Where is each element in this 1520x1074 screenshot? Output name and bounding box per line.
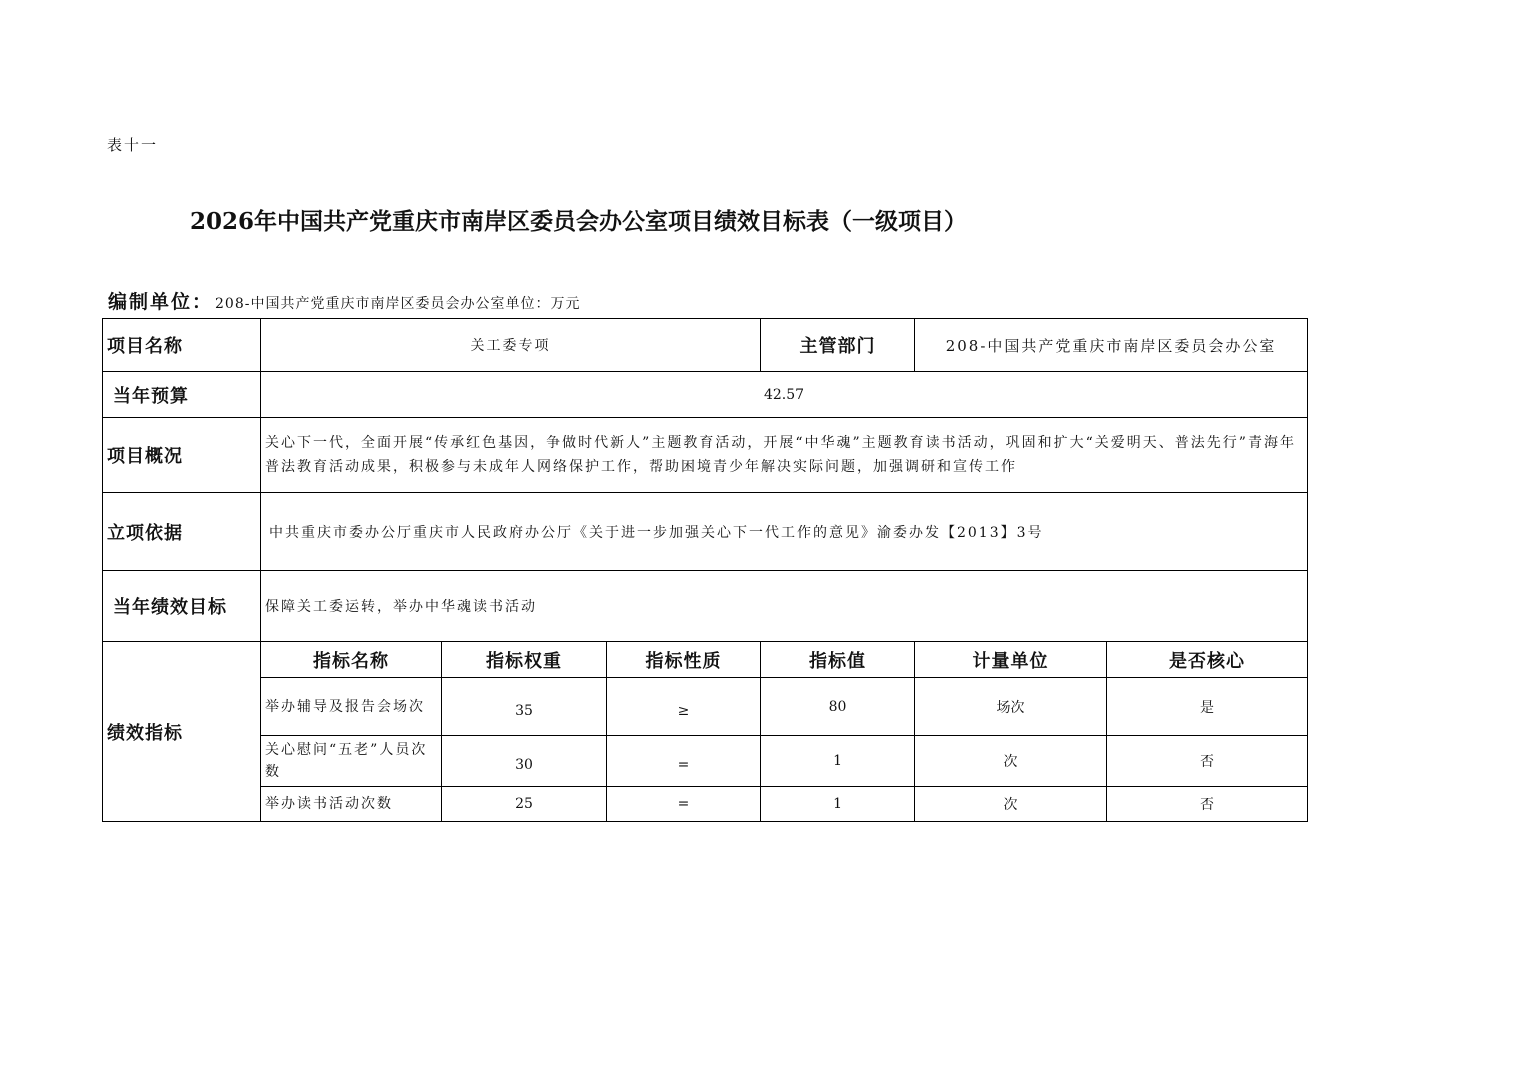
indicator-row <box>103 678 1308 736</box>
compiler-value: 208-中国共产党重庆市南岸区委员会办公室 <box>215 296 506 312</box>
indicator-row <box>103 787 1308 822</box>
indicator-value: 80 <box>761 678 915 736</box>
header-indicator-nature: 指标性质 <box>607 642 761 678</box>
basis-row <box>103 493 1308 571</box>
basis-text: 中共重庆市委办公厅重庆市人民政府办公厅《关于进一步加强关心下一代工作的意见》渝委办发【2013】3号 <box>261 493 1308 571</box>
project-name-row <box>103 319 1308 372</box>
indicator-unit: 次 <box>915 736 1107 787</box>
budget-row <box>103 372 1308 418</box>
basis-label: 立项依据 <box>103 493 261 571</box>
overview-row <box>103 418 1308 493</box>
indicator-row <box>103 736 1308 787</box>
indicator-core: 是 <box>1107 678 1308 736</box>
dept-label: 主管部门 <box>761 319 915 372</box>
header-indicator-value: 指标值 <box>761 642 915 678</box>
unit-text: 单位：万元 <box>505 296 581 312</box>
document-title: 2026年中国共产党重庆市南岸区委员会办公室项目绩效目标表（一级项目） <box>190 208 968 235</box>
compiler-line <box>108 287 580 314</box>
indicators-label: 绩效指标 <box>103 642 261 822</box>
indicator-value: 1 <box>761 736 915 787</box>
indicator-weight: 25 <box>442 787 607 822</box>
header-is-core: 是否核心 <box>1107 642 1308 678</box>
indicator-unit: 场次 <box>915 678 1107 736</box>
indicator-name: 举办读书活动次数 <box>261 787 442 822</box>
dept-value: 208-中国共产党重庆市南岸区委员会办公室 <box>915 319 1308 372</box>
indicator-core: 否 <box>1107 787 1308 822</box>
compiler-label: 编制单位： <box>108 291 214 313</box>
project-name-label: 项目名称 <box>103 319 261 372</box>
indicator-nature: = <box>607 736 761 787</box>
indicator-name: 关心慰问“五老”人员次数 <box>261 736 442 787</box>
indicator-nature: = <box>607 787 761 822</box>
overview-text: 关心下一代，全面开展“传承红色基因，争做时代新人”主题教育活动，开展“中华魂”主题教育读书活动，巩固和扩大“关爱明天、普法先行”青海年普法教育活动成果，积极参与未成年人网络保护工作，帮助困境青少年解决实际问题，加强调研和宣传工作 <box>261 418 1308 493</box>
indicator-unit: 次 <box>915 787 1107 822</box>
indicator-name: 举办辅导及报告会场次 <box>261 678 442 736</box>
indicator-nature: ≥ <box>607 678 761 736</box>
goal-row <box>103 571 1308 642</box>
header-measure-unit: 计量单位 <box>915 642 1107 678</box>
overview-label: 项目概况 <box>103 418 261 493</box>
performance-table <box>102 318 1308 822</box>
budget-label: 当年预算 <box>103 372 261 418</box>
indicator-core: 否 <box>1107 736 1308 787</box>
indicator-header-row <box>103 642 1308 678</box>
goal-text: 保障关工委运转，举办中华魂读书活动 <box>261 571 1308 642</box>
indicator-value: 1 <box>761 787 915 822</box>
indicator-weight: 35 <box>442 678 607 736</box>
indicator-weight: 30 <box>442 736 607 787</box>
goal-label: 当年绩效目标 <box>103 571 261 642</box>
table-number-label: 表十一 <box>107 136 159 154</box>
project-name-value: 关工委专项 <box>261 319 761 372</box>
header-indicator-weight: 指标权重 <box>442 642 607 678</box>
header-indicator-name: 指标名称 <box>261 642 442 678</box>
budget-value: 42.57 <box>261 372 1308 418</box>
